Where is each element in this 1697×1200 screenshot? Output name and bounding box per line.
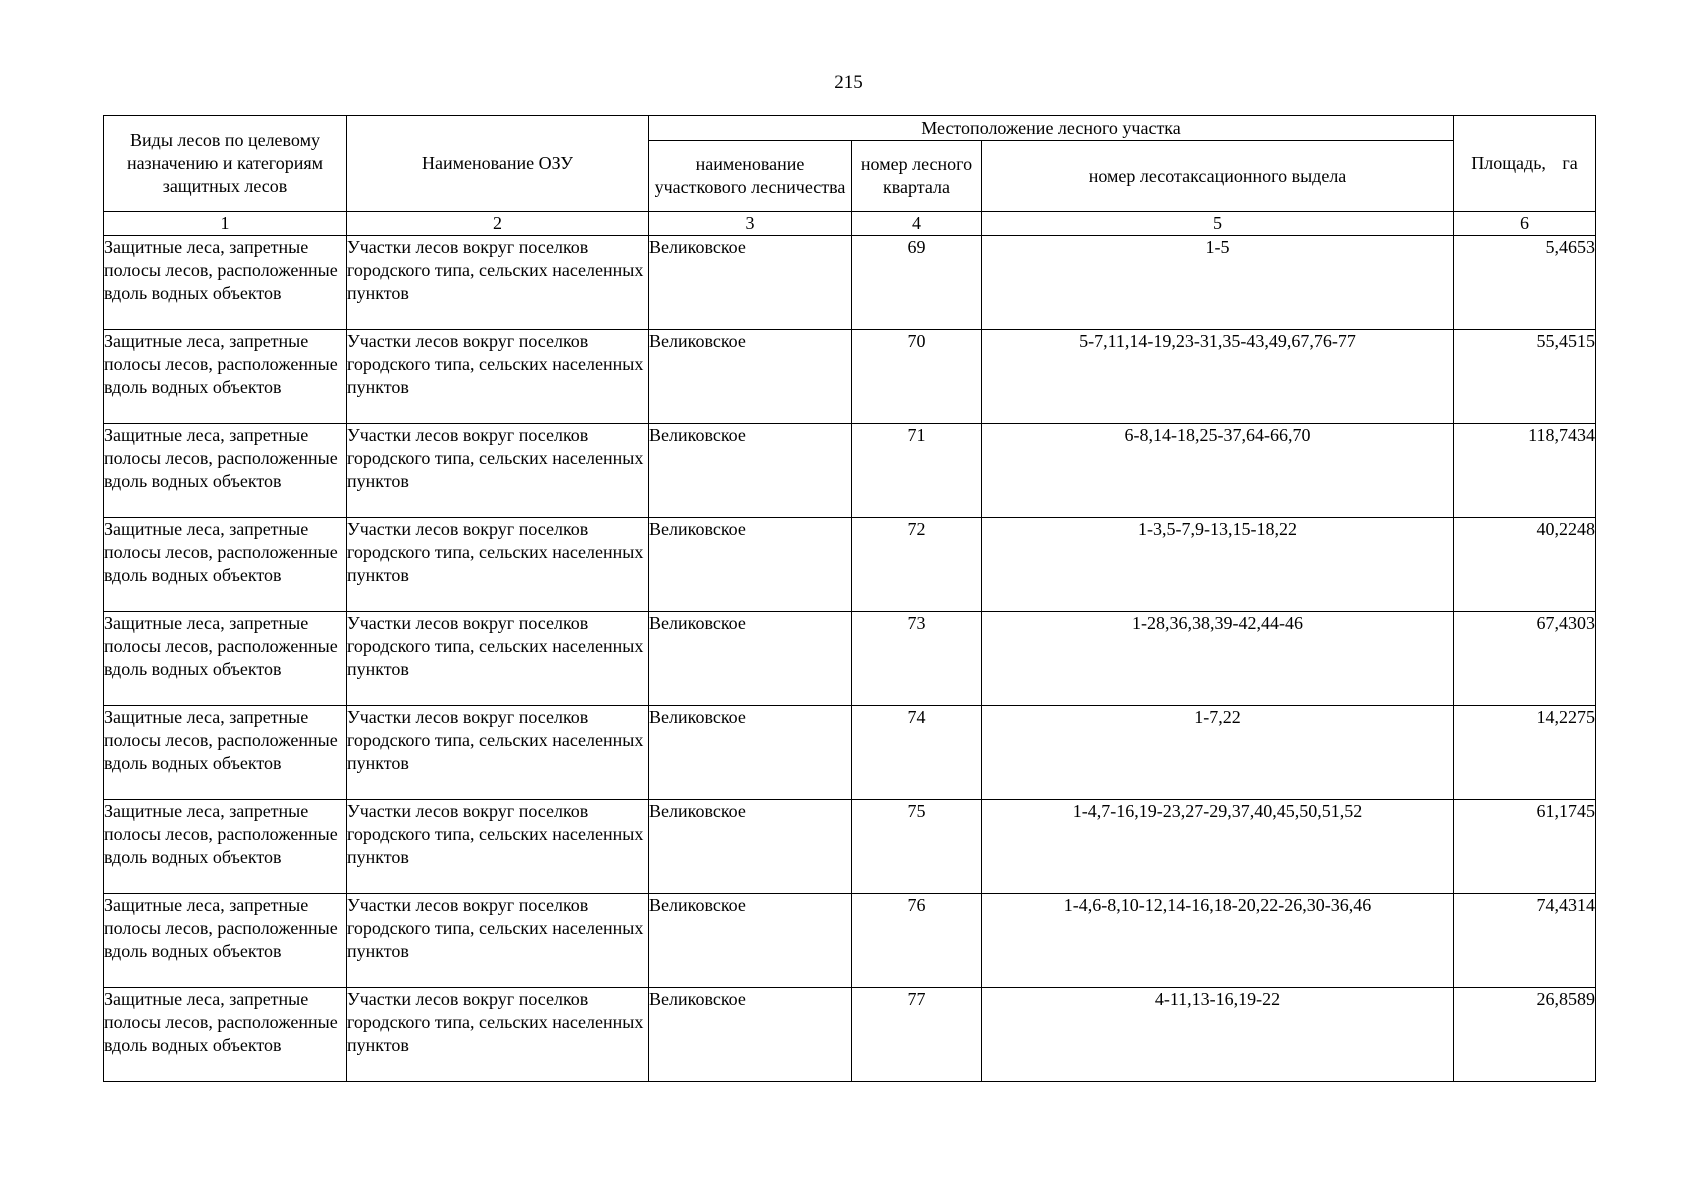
allotment-cell: 1-4,6-8,10-12,14-16,18-20,22-26,30-36,46 (982, 894, 1454, 988)
forest-type-cell: Защитные леса, запретные полосы лесов, расположенные вдоль водных объектов (104, 894, 347, 988)
header-quarter: номер лесного квартала (852, 141, 982, 212)
district-cell: Великовское (649, 706, 852, 800)
district-cell: Великовское (649, 330, 852, 424)
forest-plots-table (103, 115, 1596, 1082)
table-row (104, 612, 1596, 706)
column-number: 1 (104, 212, 347, 236)
table-body (104, 236, 1596, 1082)
table-row (104, 236, 1596, 330)
column-number: 5 (982, 212, 1454, 236)
area-cell: 67,4303 (1454, 612, 1596, 706)
column-number-row (104, 212, 1596, 236)
quarter-cell: 74 (852, 706, 982, 800)
quarter-cell: 70 (852, 330, 982, 424)
area-cell: 118,7434 (1454, 424, 1596, 518)
column-number: 2 (347, 212, 649, 236)
allotment-cell: 6-8,14-18,25-37,64-66,70 (982, 424, 1454, 518)
allotment-cell: 1-3,5-7,9-13,15-18,22 (982, 518, 1454, 612)
allotment-cell: 4-11,13-16,19-22 (982, 988, 1454, 1082)
district-cell: Великовское (649, 424, 852, 518)
column-number: 3 (649, 212, 852, 236)
area-cell: 40,2248 (1454, 518, 1596, 612)
quarter-cell: 77 (852, 988, 982, 1082)
quarter-cell: 75 (852, 800, 982, 894)
table-row (104, 988, 1596, 1082)
forest-type-cell: Защитные леса, запретные полосы лесов, расположенные вдоль водных объектов (104, 706, 347, 800)
forest-type-cell: Защитные леса, запретные полосы лесов, расположенные вдоль водных объектов (104, 236, 347, 330)
header-location-group: Местоположение лесного участка (649, 116, 1454, 141)
header-forest-type: Виды лесов по целевому назначению и категориям защитных лесов (104, 116, 347, 212)
forest-type-cell: Защитные леса, запретные полосы лесов, расположенные вдоль водных объектов (104, 330, 347, 424)
district-cell: Великовское (649, 800, 852, 894)
header-allotment: номер лесотаксационного выдела (982, 141, 1454, 212)
ozu-name-cell: Участки лесов вокруг поселков городского типа, сельских населенных пунктов (347, 518, 649, 612)
forest-type-cell: Защитные леса, запретные полосы лесов, расположенные вдоль водных объектов (104, 612, 347, 706)
header-district: наименование участкового лесничества (649, 141, 852, 212)
district-cell: Великовское (649, 988, 852, 1082)
allotment-cell: 1-7,22 (982, 706, 1454, 800)
column-number: 4 (852, 212, 982, 236)
ozu-name-cell: Участки лесов вокруг поселков городского типа, сельских населенных пунктов (347, 612, 649, 706)
page-number: 215 (834, 72, 863, 93)
ozu-name-cell: Участки лесов вокруг поселков городского типа, сельских населенных пунктов (347, 236, 649, 330)
allotment-cell: 1-5 (982, 236, 1454, 330)
table-row (104, 424, 1596, 518)
ozu-name-cell: Участки лесов вокруг поселков городского типа, сельских населенных пунктов (347, 424, 649, 518)
allotment-cell: 1-28,36,38,39-42,44-46 (982, 612, 1454, 706)
table-row (104, 518, 1596, 612)
header-area (1454, 116, 1596, 212)
ozu-name-cell: Участки лесов вокруг поселков городского типа, сельских населенных пунктов (347, 894, 649, 988)
forest-type-cell: Защитные леса, запретные полосы лесов, расположенные вдоль водных объектов (104, 988, 347, 1082)
table-row (104, 800, 1596, 894)
area-cell: 61,1745 (1454, 800, 1596, 894)
allotment-cell: 5-7,11,14-19,23-31,35-43,49,67,76-77 (982, 330, 1454, 424)
table-row (104, 706, 1596, 800)
district-cell: Великовское (649, 236, 852, 330)
quarter-cell: 76 (852, 894, 982, 988)
forest-type-cell: Защитные леса, запретные полосы лесов, расположенные вдоль водных объектов (104, 800, 347, 894)
area-cell: 26,8589 (1454, 988, 1596, 1082)
area-cell: 5,4653 (1454, 236, 1596, 330)
allotment-cell: 1-4,7-16,19-23,27-29,37,40,45,50,51,52 (982, 800, 1454, 894)
area-cell: 14,2275 (1454, 706, 1596, 800)
district-cell: Великовское (649, 612, 852, 706)
district-cell: Великовское (649, 894, 852, 988)
district-cell: Великовское (649, 518, 852, 612)
column-number: 6 (1454, 212, 1596, 236)
ozu-name-cell: Участки лесов вокруг поселков городского типа, сельских населенных пунктов (347, 800, 649, 894)
area-cell: 55,4515 (1454, 330, 1596, 424)
ozu-name-cell: Участки лесов вокруг поселков городского типа, сельских населенных пунктов (347, 988, 649, 1082)
quarter-cell: 73 (852, 612, 982, 706)
header-ozu-name: Наименование ОЗУ (347, 116, 649, 212)
quarter-cell: 72 (852, 518, 982, 612)
table-row (104, 330, 1596, 424)
ozu-name-cell: Участки лесов вокруг поселков городского типа, сельских населенных пунктов (347, 330, 649, 424)
forest-type-cell: Защитные леса, запретные полосы лесов, расположенные вдоль водных объектов (104, 424, 347, 518)
quarter-cell: 69 (852, 236, 982, 330)
forest-type-cell: Защитные леса, запретные полосы лесов, расположенные вдоль водных объектов (104, 518, 347, 612)
area-cell: 74,4314 (1454, 894, 1596, 988)
quarter-cell: 71 (852, 424, 982, 518)
table-row (104, 894, 1596, 988)
header-area-label: Площадь, га (1471, 153, 1578, 173)
ozu-name-cell: Участки лесов вокруг поселков городского типа, сельских населенных пунктов (347, 706, 649, 800)
